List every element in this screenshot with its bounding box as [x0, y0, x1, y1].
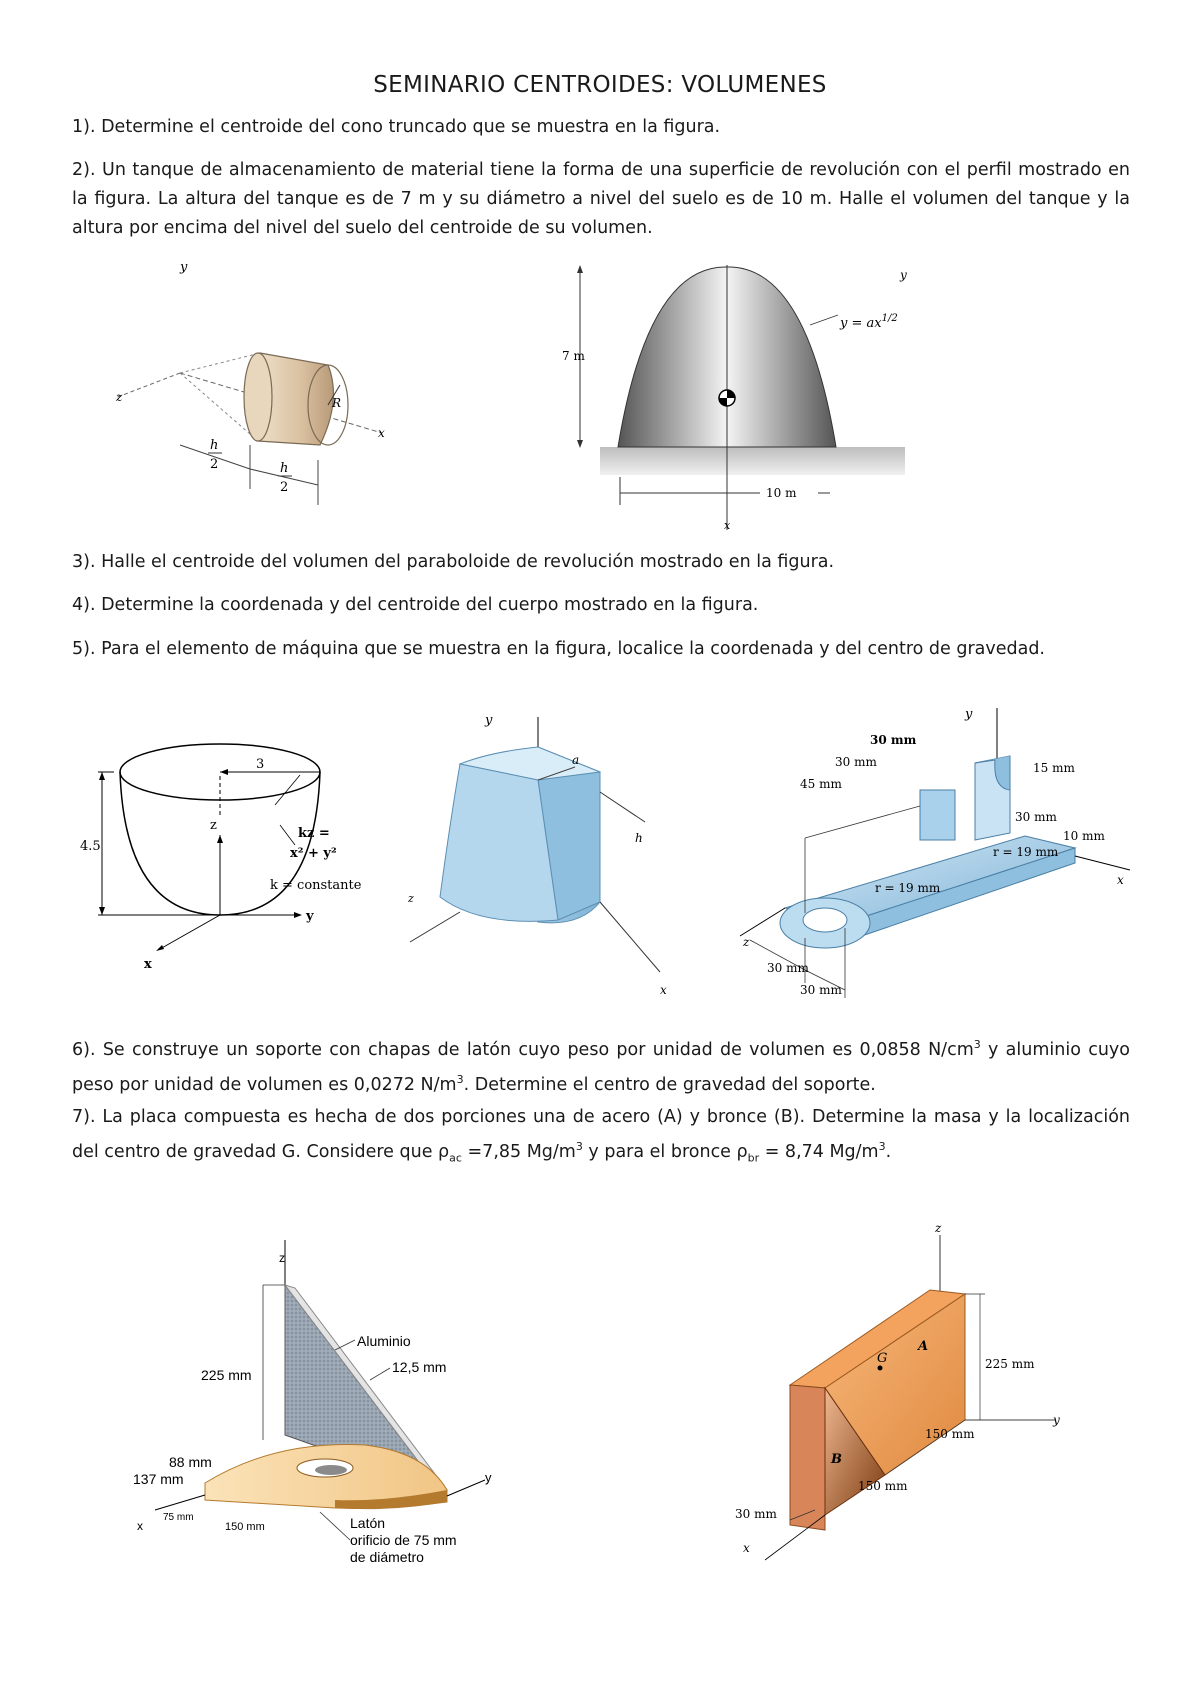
- plate-y-axis-label: y: [1053, 1413, 1060, 1427]
- paraboloid-constant-label: k = constante: [270, 878, 362, 893]
- support-y-axis-label: y: [485, 1470, 492, 1485]
- machine-dim-10: 10 mm: [1063, 829, 1105, 843]
- cone-radius-label: R: [332, 396, 342, 410]
- problem-7: 7). La placa compuesta es hecha de dos porciones una de acero (A) y bronce (B). Determine la masa y la localización del centro de gravedad G. Considere que $\rho_{ac} =7,85$ $Mg/m^3$ y para el bronce $\rho_{br} = 8,74$ $Mg/m^3$.: [72, 1107, 1130, 1165]
- machine-dim-30b: 30 mm: [835, 755, 877, 769]
- paraboloid-x-axis-label: x: [144, 957, 152, 972]
- machine-radius-b: r = 19 mm: [875, 881, 941, 895]
- cone-h-label: h: [210, 438, 219, 453]
- tank-equation: $y = ax^{1/2}$: [840, 313, 898, 331]
- support-z-axis-label: z: [279, 1251, 285, 1265]
- machine-dim-30d: 30 mm: [767, 961, 809, 975]
- paraboloid-height-label: 4.5: [80, 839, 101, 854]
- cone-h2-label: h: [280, 461, 289, 476]
- figure-truncated-cone: [110, 255, 410, 505]
- problem-6: 6). Se construye un soporte con chapas de latón cuyo peso por unidad de volumen es 0,0858 $N/cm^3$ y aluminio cuyo peso por unidad de volumen es 0,0272 $N/m^3$. Determine el centro de gravedad del soporte.: [72, 1038, 1130, 1095]
- cylinder-z-axis-label: z: [408, 892, 414, 905]
- cone-z-axis-label: z: [116, 390, 123, 404]
- machine-dim-30c: 30 mm: [1015, 810, 1057, 824]
- figure-support: [135, 1240, 545, 1570]
- cone-y-axis-label: y: [180, 260, 188, 275]
- support-dim-125: 12,5 mm: [392, 1359, 447, 1375]
- problem-4: 4). Determine la coordenada y del centroide del cuerpo mostrado en la figura.: [72, 595, 759, 615]
- support-dim-225: 225 mm: [201, 1367, 252, 1383]
- support-dim-75: 75 mm: [163, 1512, 194, 1523]
- problem-2: 2). Un tanque de almacenamiento de material tiene la forma de una superficie de revolución con el perfil mostrado en la figura. La altura del tanque es de 7 m y su diámetro a nivel del suelo es de 10 m. Halle el volumen del tanque y la altura por encima del nivel del suelo del centroide de su volumen.: [72, 160, 1130, 238]
- support-laton-label: Latón: [350, 1515, 386, 1531]
- cone-two-label: 2: [210, 457, 219, 472]
- support-x-axis-label: x: [137, 1519, 143, 1533]
- plate-region-a-label: A: [918, 1339, 929, 1354]
- tank-y-axis-label: y: [900, 268, 907, 282]
- plate-dim-150a: 150 mm: [925, 1427, 975, 1441]
- tank-diameter-label: 10 m: [766, 486, 797, 500]
- machine-radius-a: r = 19 mm: [993, 845, 1059, 859]
- plate-x-axis-label: x: [743, 1541, 750, 1555]
- plate-dim-150b: 150 mm: [858, 1479, 908, 1493]
- support-dim-88: 88 mm: [169, 1454, 212, 1470]
- cone-x-axis-label: x: [378, 426, 385, 440]
- plate-dim-225: 225 mm: [985, 1357, 1035, 1371]
- support-dim-150: 150 mm: [225, 1521, 265, 1533]
- support-orificio-label: orificio de 75 mm: [350, 1532, 457, 1548]
- cylinder-h-label: h: [635, 831, 643, 845]
- cylinder-y-axis-label: y: [485, 713, 493, 728]
- paraboloid-radius-label: 3: [256, 757, 265, 772]
- figure-cylinder-cone: [408, 712, 680, 1002]
- plate-centroid-label: G: [877, 1351, 888, 1366]
- plate-dim-30: 30 mm: [735, 1507, 777, 1521]
- machine-dim-45: 45 mm: [800, 777, 842, 791]
- support-dim-137: 137 mm: [133, 1471, 184, 1487]
- problem-3: 3). Halle el centroide del volumen del paraboloide de revolución mostrado en la figura.: [72, 552, 835, 572]
- page-title: SEMINARIO CENTROIDES: VOLUMENES: [373, 72, 827, 98]
- problem-1: 1). Determine el centroide del cono truncado que se muestra en la figura.: [72, 117, 721, 137]
- paraboloid-equation-2: x² + y²: [290, 846, 337, 861]
- paraboloid-y-axis-label: y: [306, 909, 314, 924]
- machine-dim-30a: 30 mm: [870, 733, 917, 747]
- machine-x-axis-label: x: [1117, 873, 1124, 887]
- machine-y-axis-label: y: [965, 707, 973, 722]
- plate-region-b-label: B: [831, 1452, 842, 1467]
- plate-z-axis-label: z: [935, 1221, 942, 1235]
- figure-composite-plate: [735, 1220, 1075, 1560]
- machine-z-axis-label: z: [743, 935, 750, 949]
- problem-5: 5). Para el elemento de máquina que se muestra en la figura, localice la coordenada y del centro de gravedad.: [72, 639, 1045, 659]
- cylinder-x-axis-label: x: [660, 983, 667, 997]
- paraboloid-z-axis-label: z: [210, 818, 217, 833]
- paraboloid-equation-1: kz =: [298, 826, 330, 841]
- cone-two2-label: 2: [280, 480, 289, 495]
- cylinder-a-label: a: [572, 753, 580, 767]
- tank-height-label: 7 m: [562, 349, 585, 363]
- machine-dim-30e: 30 mm: [800, 983, 842, 997]
- support-aluminio-label: Aluminio: [357, 1333, 411, 1349]
- machine-dim-15: 15 mm: [1033, 761, 1075, 775]
- support-diametro-label: de diámetro: [350, 1549, 424, 1565]
- figure-storage-tank: [562, 265, 1000, 532]
- tank-x-axis-label: x: [724, 519, 731, 532]
- figure-paraboloid: [80, 735, 410, 975]
- figure-machine-element: [745, 708, 1135, 998]
